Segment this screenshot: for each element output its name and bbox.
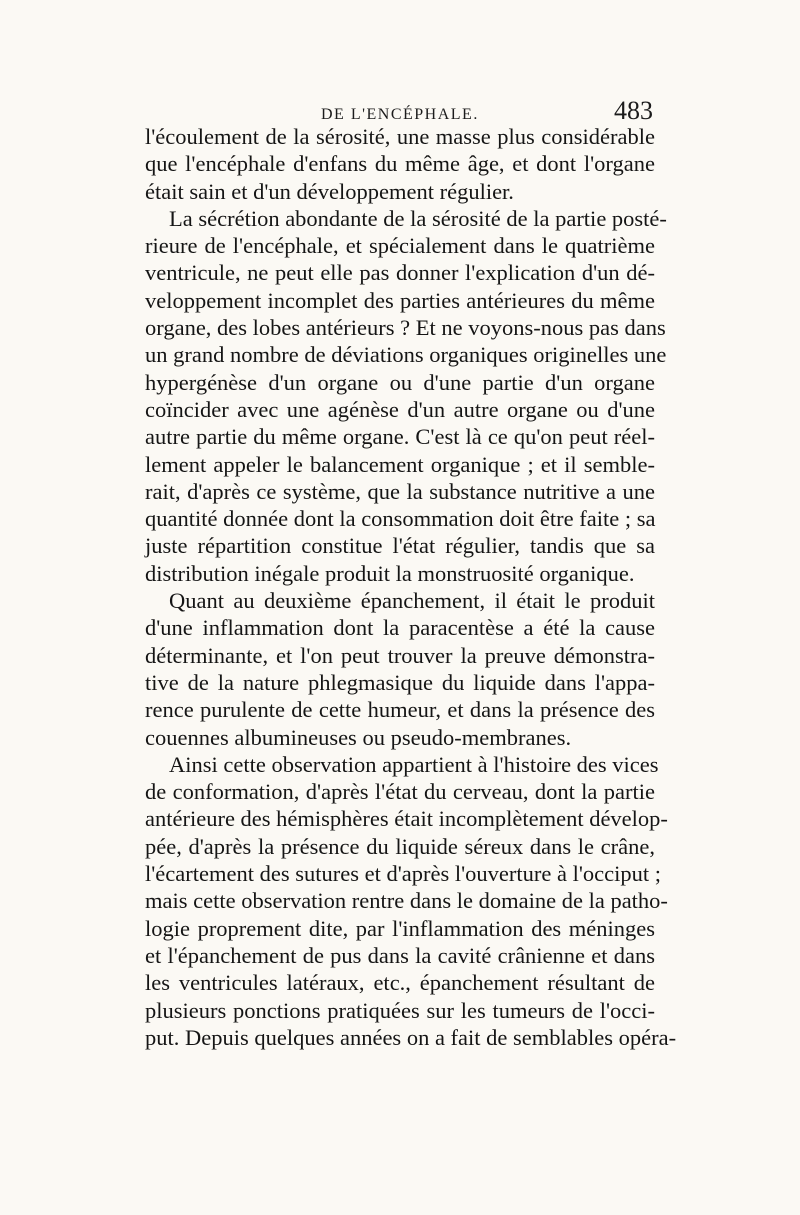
text-line: veloppement incomplet des parties antérieures du même: [145, 287, 655, 313]
text-line: distribution inégale produit la monstruosité organique.: [145, 560, 635, 586]
text-line: d'une inflammation dont la paracentèse a été la cause: [145, 615, 655, 641]
text-line: coïncider avec une agénèse d'un autre organe ou d'une: [145, 396, 655, 422]
text-line: que l'encéphale d'enfans du même âge, et dont l'organe: [145, 151, 655, 177]
text-line: mais cette observation rentre dans le domaine de la patho-: [145, 888, 668, 914]
text-line: couennes albumineuses ou pseudo-membranes.: [145, 724, 572, 750]
text-line: était sain et d'un développement régulier.: [145, 178, 514, 204]
text-line: l'écartement des sutures et d'après l'ouverture à l'occiput ;: [145, 861, 662, 887]
text-line: hypergénèse d'un organe ou d'une partie d'un organe: [145, 369, 655, 395]
text-line: tive de la nature phlegmasique du liquide dans l'appa-: [145, 669, 655, 695]
text-line: antérieure des hémisphères était incomplètement dévelop-: [145, 806, 668, 832]
text-line: Quant au deuxième épanchement, il était le produit: [169, 588, 655, 614]
text-line: Ainsi cette observation appartient à l'histoire des vices: [169, 751, 659, 777]
text-line: de conformation, d'après l'état du cerveau, dont la partie: [145, 779, 655, 805]
text-line: les ventricules latéraux, etc., épanchement résultant de: [145, 970, 655, 996]
body-text: [145, 123, 677, 1051]
text-line: lement appeler le balancement organique ; et il semble-: [145, 451, 655, 477]
text-line: put. Depuis quelques années on a fait de semblables opéra-: [145, 1024, 677, 1050]
text-line: pée, d'après la présence du liquide séreux dans le crâne,: [145, 833, 655, 859]
text-line: un grand nombre de déviations organiques originelles une: [145, 342, 667, 368]
running-title: DE L'ENCÉPHALE.: [321, 106, 479, 123]
text-line: plusieurs ponctions pratiquées sur les tumeurs de l'occi-: [145, 997, 655, 1023]
text-line: quantité donnée dont la consommation doit être faite ; sa: [145, 506, 656, 532]
text-line: l'écoulement de la sérosité, une masse plus considérable: [145, 124, 655, 149]
text-line: rieure de l'encéphale, et spécialement dans le quatrième: [145, 233, 655, 259]
text-line: et l'épanchement de pus dans la cavité crânienne et dans: [145, 942, 655, 968]
text-line: La sécrétion abondante de la sérosité de la partie posté-: [169, 205, 667, 231]
paragraph: [145, 205, 667, 587]
text-line: ventricule, ne peut elle pas donner l'explication d'un dé-: [145, 260, 655, 286]
text-line: rait, d'après ce système, que la substance nutritive a une: [145, 478, 655, 504]
page-number: 483: [614, 96, 653, 125]
paragraph: [145, 587, 655, 751]
text-line: logie proprement dite, par l'inflammation des méninges: [145, 915, 655, 941]
text-line: juste répartition constitue l'état régulier, tandis que sa: [145, 533, 655, 559]
text-line: rence purulente de cette humeur, et dans la présence des: [145, 697, 655, 723]
paragraph: [145, 123, 655, 205]
paragraph: [145, 751, 677, 1051]
text-line: organe, des lobes antérieurs ? Et ne voyons-nous pas dans: [145, 315, 666, 341]
text-line: autre partie du même organe. C'est là ce qu'on peut réel-: [145, 424, 655, 450]
text-line: déterminante, et l'on peut trouver la preuve démonstra-: [145, 642, 655, 668]
